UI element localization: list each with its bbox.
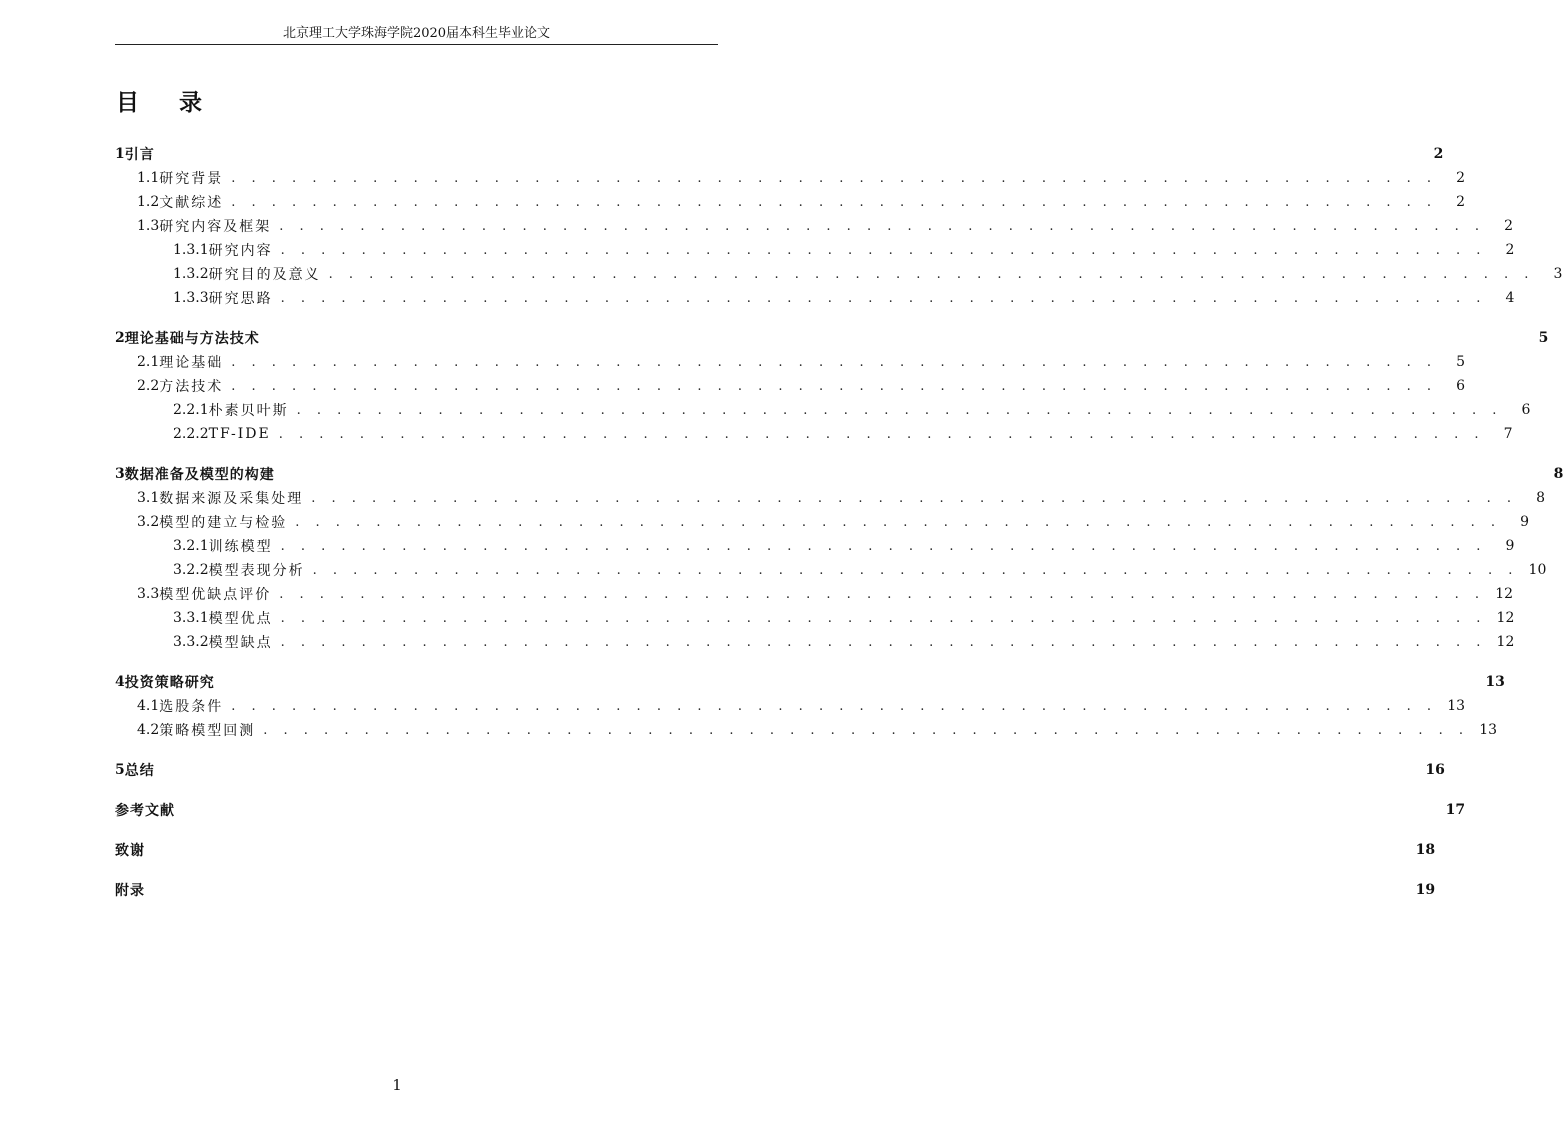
toc-entry-label: 选股条件 (159, 699, 224, 715)
toc-subsection-entry[interactable] (115, 286, 1515, 310)
toc-chapter-entry[interactable] (115, 798, 1466, 822)
toc-entry-label: 参考文献 (115, 803, 175, 819)
dot-leader: . . . . . . . . . . . . . . . . . . . . . . . . . . . . . . . . . . . . . . . . . . . . . . . . . . . . . . . . . . . . (278, 426, 1485, 442)
toc-entry-label: 总结 (124, 763, 155, 779)
toc-chapter-entry[interactable] (115, 838, 1436, 862)
dot-leader: . . . . . . . . . . . . . . . . . . . . . . . . . . . . . . . . . . . . . . . . . . . . . . . . . . . . . . . . . . . . (280, 610, 1487, 626)
dot-leader: . . . . . . . . . . . . . . . . . . . . . . . . . . . . . . . . . . . . . . . . . . . . . . . . . . . . . . . . . . . . (279, 586, 1486, 602)
toc-entry-number: 1.3.1 (173, 242, 209, 258)
dot-leader: . . . . . . . . . . . . . . . . . . . . . . . . . . . . . . . . . . . . . . . . . . . . . . . . . . . . . . . . . . . . (231, 378, 1438, 394)
toc-entry-page: 18 (1415, 842, 1436, 858)
toc-subsection-entry[interactable] (115, 238, 1515, 262)
toc-entry-label: 模型表现分析 (208, 563, 305, 579)
toc-chapter-entry[interactable] (115, 670, 1505, 694)
toc-chapter-entry[interactable] (115, 142, 1444, 166)
toc-entry-page: 5 (1538, 330, 1549, 346)
dot-leader: . . . . . . . . . . . . . . . . . . . . . . . . . . . . . . . . . . . . . . . . . . . . . . . . . . . . . . . . . . . . (311, 490, 1518, 506)
toc-entry-page: 16 (1425, 762, 1445, 778)
toc-section-entry[interactable] (115, 350, 1466, 374)
toc-entry-label: 模型优缺点评价 (159, 587, 272, 603)
toc-section-entry[interactable] (115, 510, 1530, 534)
toc-chapter-entry[interactable] (115, 878, 1436, 902)
toc-entry-label: 理论基础 (159, 355, 224, 371)
toc-section-entry[interactable] (115, 166, 1466, 190)
toc-entry-number: 3 (115, 466, 125, 482)
toc-entry-number: 5 (115, 762, 125, 778)
toc-entry-label: 模型优点 (208, 611, 273, 627)
toc-entry-label: 朴素贝叶斯 (208, 403, 289, 419)
toc-entry-page: 2 (1456, 170, 1466, 186)
toc-entry-page: 10 (1528, 562, 1547, 578)
dot-leader: . . . . . . . . . . . . . . . . . . . . . . . . . . . . . . . . . . . . . . . . . . . . . . . . . . . . . . . . . . . . (312, 562, 1519, 578)
dot-leader: . . . . . . . . . . . . . . . . . . . . . . . . . . . . . . . . . . . . . . . . . . . . . . . . . . . . . . . . . . . . (296, 402, 1503, 418)
toc-entry-page: 2 (1504, 218, 1514, 234)
toc-entry-page: 7 (1503, 426, 1513, 442)
toc-entry-label: 研究内容 (208, 243, 273, 259)
dot-leader: . . . . . . . . . . . . . . . . . . . . . . . . . . . . . . . . . . . . . . . . . . . . . . . . . . . . . . . . . . . . (231, 698, 1438, 714)
header-rule (115, 44, 718, 45)
toc-entry-number: 2.2.2 (173, 426, 209, 442)
toc-entry-label: 数据准备及模型的构建 (124, 467, 275, 483)
toc-entry-page: 9 (1505, 538, 1515, 554)
dot-leader: . . . . . . . . . . . . . . . . . . . . . . . . . . . . . . . . . . . . . . . . . . . . . . . . . . . . . . . . . . . . (231, 354, 1438, 370)
toc-subsection-entry[interactable] (115, 630, 1515, 654)
toc-subsection-entry[interactable] (115, 422, 1513, 446)
toc-entry-page: 5 (1456, 354, 1466, 370)
toc-entry-number: 3.3.2 (173, 634, 209, 650)
toc-entry-page: 19 (1415, 882, 1436, 898)
dot-leader: . . . . . . . . . . . . . . . . . . . . . . . . . . . . . . . . . . . . . . . . . . . . . . . . . . . . . . . . . . . . (231, 170, 1438, 186)
toc-entry-number: 1.3 (137, 218, 160, 234)
toc-entry-label: 模型缺点 (208, 635, 273, 651)
toc-entry-label: 策略模型回测 (159, 723, 256, 739)
toc-entry-page: 6 (1456, 378, 1466, 394)
toc-subsection-entry[interactable] (115, 558, 1547, 582)
toc-chapter-entry[interactable] (115, 326, 1549, 350)
toc-chapter-entry[interactable] (115, 758, 1445, 782)
toc-section-entry[interactable] (115, 486, 1546, 510)
toc-entry-number: 1.3.3 (173, 290, 209, 306)
toc-section-entry[interactable] (115, 190, 1466, 214)
running-header: 北京理工大学珠海学院2020届本科生毕业论文 (282, 26, 551, 41)
toc-entry-label: 训练模型 (208, 539, 273, 555)
toc-entry-page: 13 (1479, 722, 1498, 738)
dot-leader: . . . . . . . . . . . . . . . . . . . . . . . . . . . . . . . . . . . . . . . . . . . . . . . . . . . . . . . . . . . . (328, 266, 1535, 282)
toc-entry-page: 12 (1496, 610, 1515, 626)
toc-entry-page: 13 (1485, 674, 1505, 690)
toc-entry-number: 3.2.1 (173, 538, 209, 554)
toc-entry-label: 致谢 (115, 843, 145, 859)
toc-subsection-entry[interactable] (115, 398, 1531, 422)
toc-entry-page: 12 (1495, 586, 1514, 602)
toc-entry-number: 3.3.1 (173, 610, 209, 626)
page-number: 1 (392, 1076, 402, 1094)
toc-section-entry[interactable] (115, 374, 1466, 398)
toc-entry-page: 9 (1520, 514, 1530, 530)
toc-entry-number: 3.2.2 (173, 562, 209, 578)
toc-entry-label: TF-IDE (208, 426, 271, 442)
toc-entry-page: 2 (1505, 242, 1515, 258)
toc-entry-number: 2.1 (137, 354, 160, 370)
toc-entry-label: 研究内容及框架 (159, 219, 272, 235)
toc-entry-number: 4.1 (137, 698, 160, 714)
toc-entry-number: 3.2 (137, 514, 160, 530)
toc-entry-page: 2 (1433, 146, 1444, 162)
toc-entry-page: 3 (1553, 266, 1563, 282)
dot-leader: . . . . . . . . . . . . . . . . . . . . . . . . . . . . . . . . . . . . . . . . . . . . . . . . . . . . . . . . . . . . (279, 218, 1486, 234)
toc-entry-label: 文献综述 (159, 195, 224, 211)
toc-title: 目 录 (116, 90, 219, 116)
toc-entry-label: 模型的建立与检验 (159, 515, 288, 531)
dot-leader: . . . . . . . . . . . . . . . . . . . . . . . . . . . . . . . . . . . . . . . . . . . . . . . . . . . . . . . . . . . . (295, 514, 1502, 530)
dot-leader: . . . . . . . . . . . . . . . . . . . . . . . . . . . . . . . . . . . . . . . . . . . . . . . . . . . . . . . . . . . . (231, 194, 1438, 210)
toc-entry-number: 2.2.1 (173, 402, 209, 418)
toc-entry-page: 12 (1496, 634, 1515, 650)
toc-section-entry[interactable] (115, 214, 1514, 238)
toc-section-entry[interactable] (115, 718, 1498, 742)
dot-leader: . . . . . . . . . . . . . . . . . . . . . . . . . . . . . . . . . . . . . . . . . . . . . . . . . . . . . . . . . . . . (280, 634, 1487, 650)
toc-entry-label: 研究目的及意义 (208, 267, 321, 283)
toc-entry-number: 1 (115, 146, 125, 162)
toc-subsection-entry[interactable] (115, 534, 1515, 558)
toc-entry-page: 13 (1447, 698, 1466, 714)
toc-entry-page: 6 (1521, 402, 1531, 418)
toc-entry-number: 4 (115, 674, 125, 690)
toc-entry-number: 1.3.2 (173, 266, 209, 282)
toc-subsection-entry[interactable] (115, 606, 1515, 630)
toc-entry-number: 3.1 (137, 490, 160, 506)
toc-entry-label: 数据来源及采集处理 (159, 491, 304, 507)
toc-entry-number: 1.1 (137, 170, 160, 186)
dot-leader: . . . . . . . . . . . . . . . . . . . . . . . . . . . . . . . . . . . . . . . . . . . . . . . . . . . . . . . . . . . . (280, 242, 1487, 258)
dot-leader: . . . . . . . . . . . . . . . . . . . . . . . . . . . . . . . . . . . . . . . . . . . . . . . . . . . . . . . . . . . . (280, 538, 1487, 554)
toc-section-entry[interactable] (115, 582, 1514, 606)
toc-entry-label: 方法技术 (159, 379, 224, 395)
toc-entry-number: 3.3 (137, 586, 160, 602)
toc-entry-page: 4 (1505, 290, 1515, 306)
toc-entry-number: 1.2 (137, 194, 160, 210)
toc-entry-number: 2.2 (137, 378, 160, 394)
toc-entry-label: 投资策略研究 (124, 675, 215, 691)
toc-entry-number: 4.2 (137, 722, 160, 738)
toc-chapter-entry[interactable] (115, 462, 1563, 486)
dot-leader: . . . . . . . . . . . . . . . . . . . . . . . . . . . . . . . . . . . . . . . . . . . . . . . . . . . . . . . . . . . . (263, 722, 1470, 738)
toc-entry-page: 17 (1445, 802, 1466, 818)
toc-entry-label: 理论基础与方法技术 (124, 331, 260, 347)
toc-entry-page: 2 (1456, 194, 1466, 210)
toc-entry-label: 研究思路 (208, 291, 273, 307)
toc-entry-label: 附录 (115, 883, 145, 899)
toc-entry-page: 8 (1553, 466, 1563, 482)
toc-entry-page: 8 (1536, 490, 1546, 506)
toc-subsection-entry[interactable] (115, 262, 1563, 286)
toc-entry-label: 研究背景 (159, 171, 224, 187)
table-of-contents (115, 142, 1563, 902)
dot-leader: . . . . . . . . . . . . . . . . . . . . . . . . . . . . . . . . . . . . . . . . . . . . . . . . . . . . . . . . . . . . (280, 290, 1487, 306)
toc-entry-number: 2 (115, 330, 125, 346)
toc-entry-label: 引言 (124, 147, 155, 163)
toc-section-entry[interactable] (115, 694, 1466, 718)
